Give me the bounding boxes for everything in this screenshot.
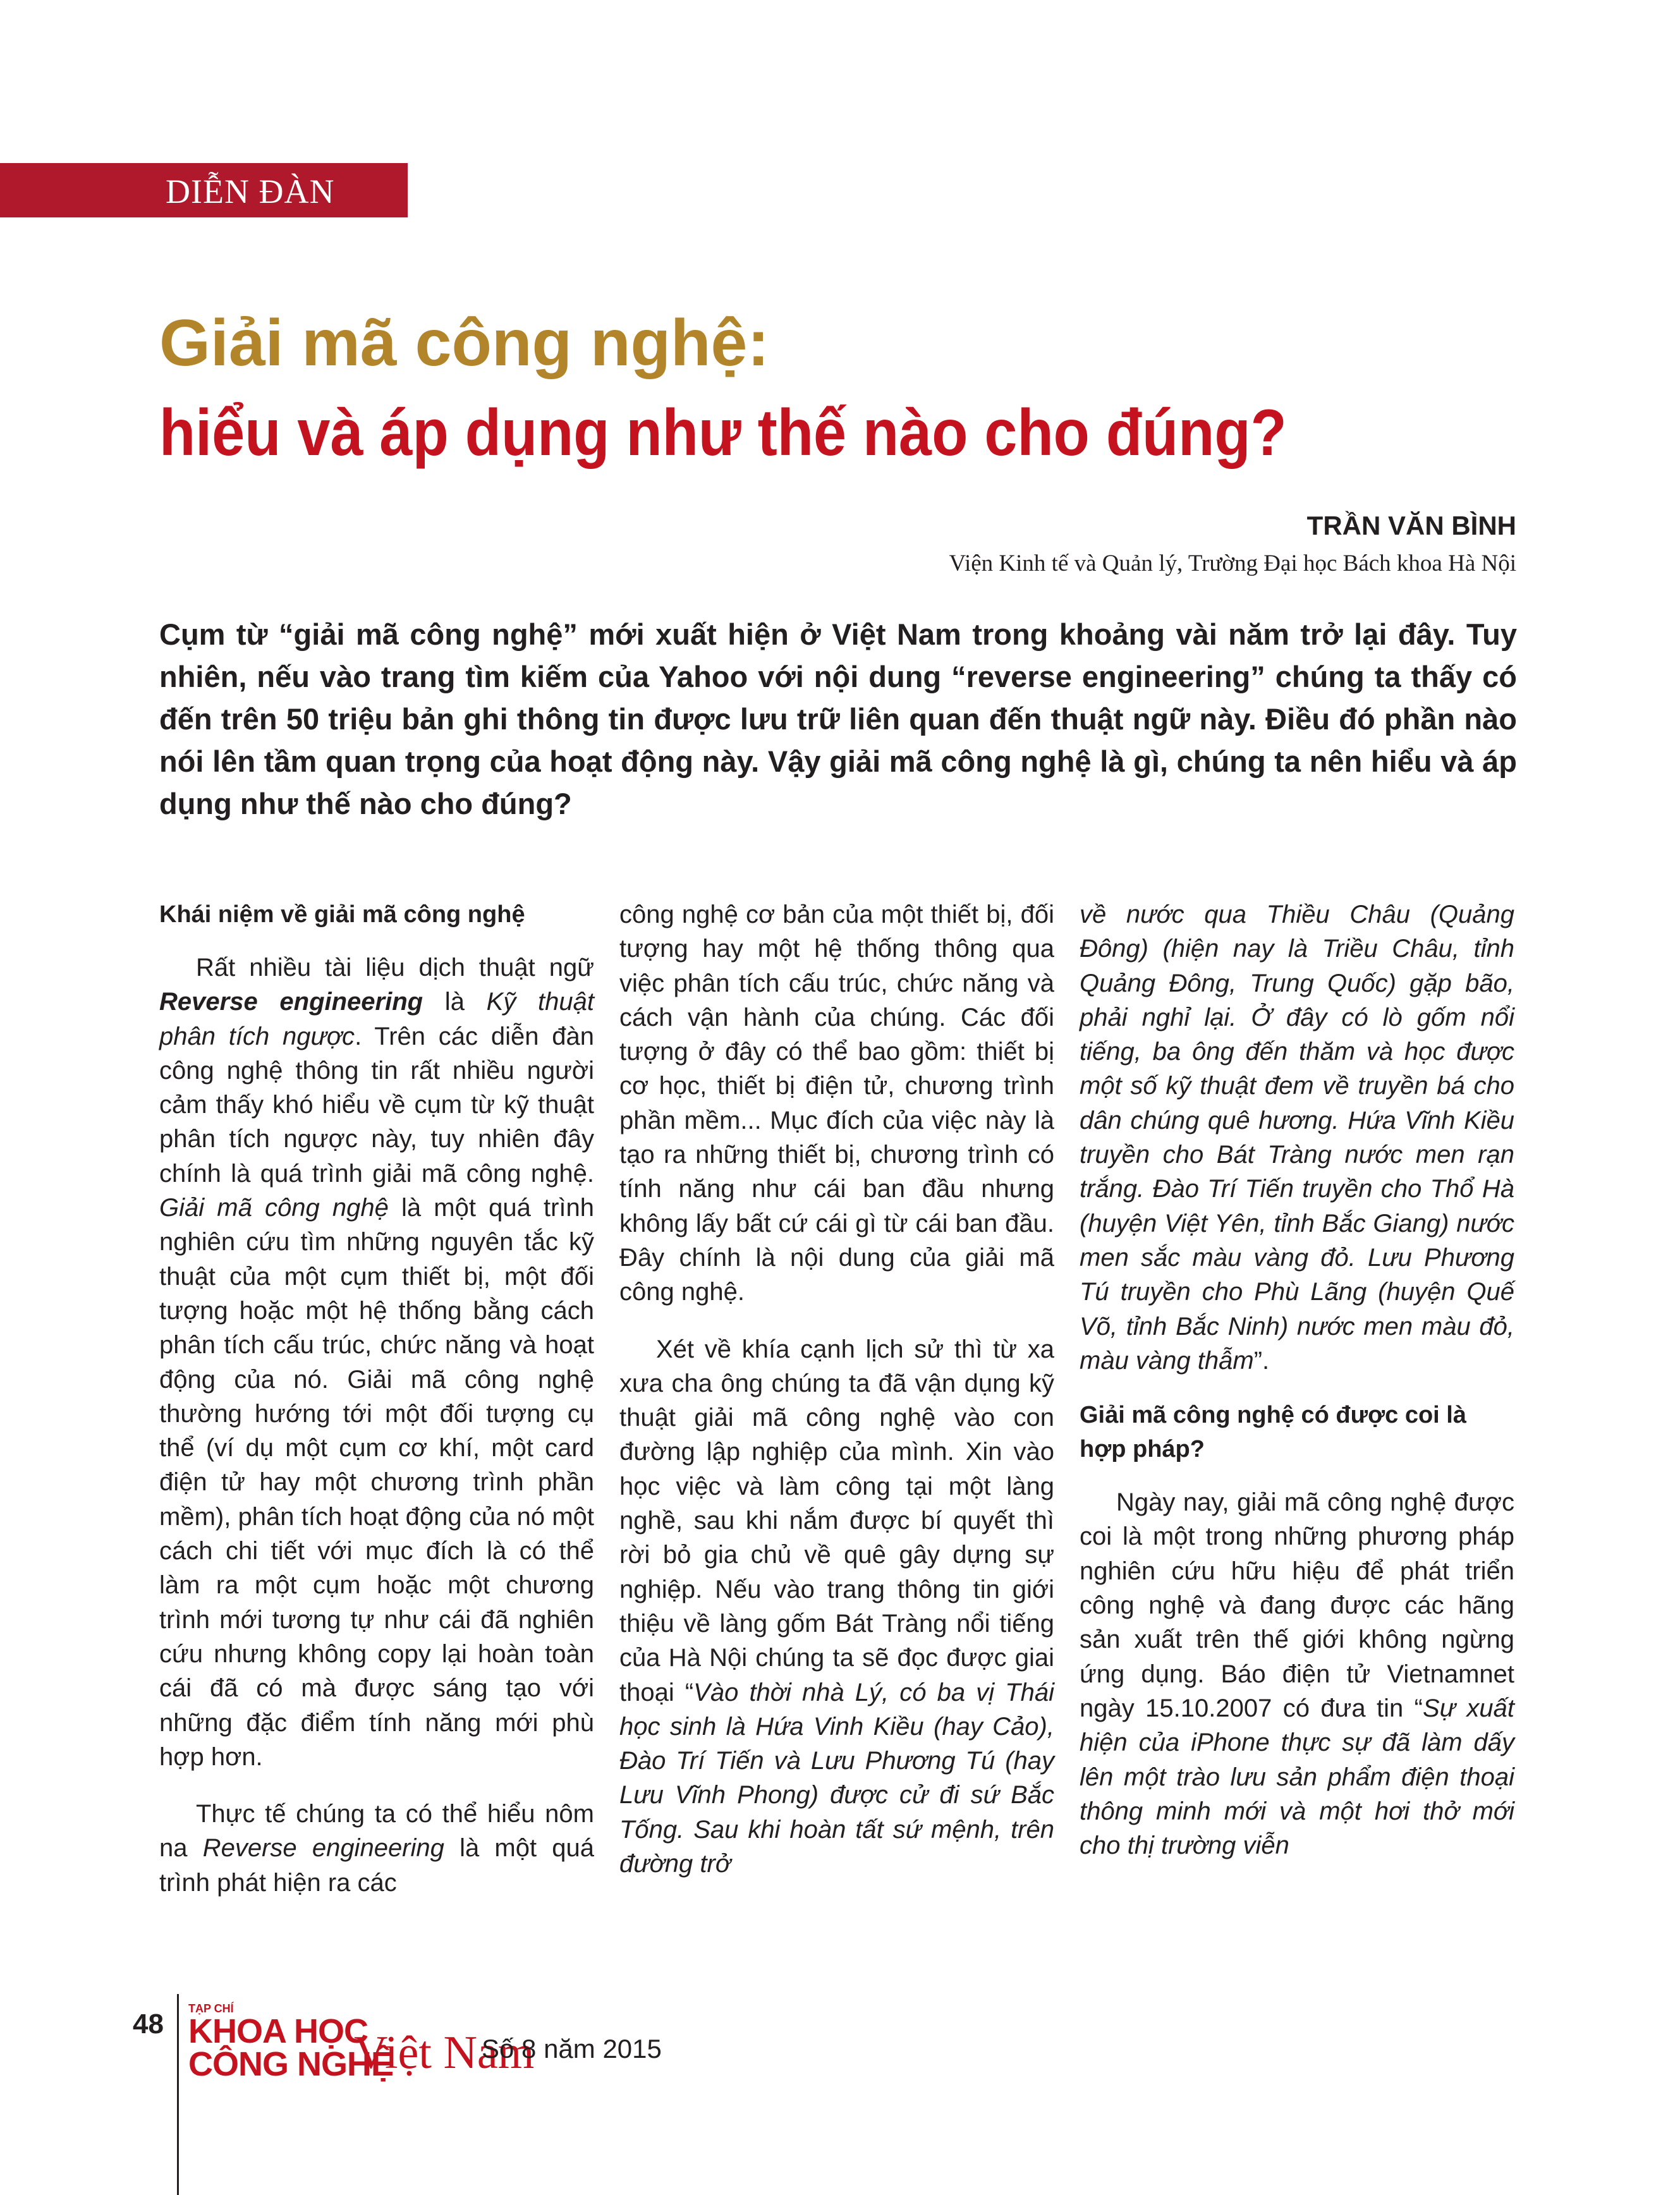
- section-label: DIỄN ĐÀN: [166, 173, 335, 210]
- magazine-logo-country: Việt Nam: [354, 2027, 535, 2079]
- article-title-line1: Giải mã công nghệ:: [159, 307, 769, 380]
- heading-concept: Khái niệm về giải mã công nghệ: [159, 901, 525, 928]
- paragraph: công nghệ cơ bản của một thiết bị, đối tượng hay một hệ thống thông qua việc phân tích cấu trúc, chức năng và cách vận hành của chúng. Các đối tượng ở đây có thể bao gồm: thiết bị cơ học, thiết bị điện tử, chương trình phần mềm... Mục đích của việc này là tạo ra những thiết bị, chương trình có tính năng như cái ban đầu nhưng không lấy bất cứ cái gì từ cái ban đầu. Đây chính là nội dung của giải mã công nghệ.: [619, 901, 1054, 1306]
- page-number: 48: [133, 2009, 164, 2040]
- column-2: [619, 897, 1054, 1881]
- lead-paragraph: Cụm từ “giải mã công nghệ” mới xuất hiện ở Việt Nam trong khoảng vài năm trở lại đây. Tuy nhiên, nếu vào trang tìm kiếm của Yahoo với nội dung “reverse engineering” chúng ta thấy có đến trên 50 triệu bản ghi thông tin được lưu trữ liên quan đến thuật ngữ này. Điều đó phần nào nói lên tầm quan trọng của hoạt động này. Vậy giải mã công nghệ là gì, chúng ta nên hiểu và áp dụng như thế nào cho đúng?: [159, 617, 1517, 820]
- magazine-logo-line2: CÔNG NGHỆ: [188, 2045, 394, 2083]
- column-3: [1080, 897, 1514, 1863]
- author-name: TRẦN VĂN BÌNH: [1306, 511, 1516, 540]
- paragraph: Xét về khía cạnh lịch sử thì từ xa xưa cha ông chúng ta đã vận dụng kỹ thuật giải mã công nghệ vào con đường lập nghiệp của mình. Xin vào học việc và làm công tại một làng nghề, sau khi nắm được bí quyết thì rời bỏ gia chủ về quê gây dựng sự nghiệp. Nếu vào trang thông tin giới thiệu về làng gốm Bát Tràng nổi tiếng của Hà Nội chúng ta sẽ đọc được giai thoại “Vào thời nhà Lý, có ba vị Thái học sinh là Hứa Vinh Kiều (hay Cảo), Đào Trí Tiến và Lưu Phương Tú (hay Lưu Vĩnh Phong) được cử đi sứ Bắc Tống. Sau khi hoàn tất sứ mệnh, trên đường trở: [619, 1335, 1055, 1878]
- heading-legality: Giải mã công nghệ có được coi là hợp pháp?: [1080, 1402, 1466, 1463]
- column-1: [159, 897, 594, 1900]
- paragraph: Thực tế chúng ta có thể hiểu nôm na Reverse engineering là một quá trình phát hiện ra các: [159, 1800, 595, 1897]
- magazine-logo-line1: KHOA HỌC: [188, 2012, 368, 2050]
- paragraph: Rất nhiều tài liệu dịch thuật ngữ Reverse engineering là Kỹ thuật phân tích ngược. Trên các diễn đàn công nghệ thông tin rất nhiều người cảm thấy khó hiểu về cụm từ kỹ thuật phân tích ngược này, tuy nhiên đây chính là quá trình giải mã công nghệ. Giải mã công nghệ là một quá trình nghiên cứu tìm những nguyên tắc kỹ thuật của một cụm thiết bị, một đối tượng hoặc một hệ thống bằng cách phân tích cấu trúc, chức năng và hoạt động của nó. Giải mã công nghệ thường hướng tới một đối tượng cụ thể (ví dụ một cụm cơ khí, một card điện tử hay một chương trình phần mềm), phân tích hoạt động của nó một cách chi tiết với mục đích là có thể làm ra một cụm hoặc một chương trình mới tương tự như cái đã nghiên cứu nhưng không copy lại hoàn toàn cái đã có mà được sáng tạo với những đặc điểm tính năng mới phù hợp hơn.: [159, 954, 594, 1771]
- footer-divider: [177, 1994, 179, 2195]
- article-title-line2: hiểu và áp dụng như thế nào cho đúng?: [159, 396, 1287, 470]
- issue-label: Số 8 năm 2015: [482, 2034, 662, 2064]
- magazine-logo-small: TẠP CHÍ: [188, 2002, 234, 2015]
- paragraph: về nước qua Thiều Châu (Quảng Đông) (hiện nay là Triều Châu, tỉnh Quảng Đông, Trung Quốc) gặp bão, phải nghỉ lại. Ở đây có lò gốm nổi tiếng, ba ông đến thăm và học được một số kỹ thuật đem về truyền bá cho dân chúng quê hương. Hứa Vĩnh Kiều truyền cho Bát Tràng nước men rạn trắng. Đào Trí Tiến truyền cho Thổ Hà (huyện Việt Yên, tỉnh Bắc Giang) nước men sắc màu vàng đỏ. Lưu Phương Tú truyền cho Phù Lãng (huyện Quế Võ, tỉnh Bắc Ninh) nước men màu đỏ, màu vàng thẫm”.: [1080, 901, 1514, 1375]
- author-affiliation: Viện Kinh tế và Quản lý, Trường Đại học Bách khoa Hà Nội: [949, 550, 1516, 576]
- section-tag: [0, 163, 408, 217]
- paragraph: Ngày nay, giải mã công nghệ được coi là một trong những phương pháp nghiên cứu hữu hiệu để phát triển công nghệ và đang được các hãng sản xuất trên thế giới không ngừng ứng dụng. Báo điện tử Vietnamnet ngày 15.10.2007 có đưa tin “Sự xuất hiện của iPhone thực sự đã làm dấy lên một trào lưu sản phẩm điện thoại thông minh mới và một hơi thở mới cho thị trường viễn: [1080, 1488, 1514, 1860]
